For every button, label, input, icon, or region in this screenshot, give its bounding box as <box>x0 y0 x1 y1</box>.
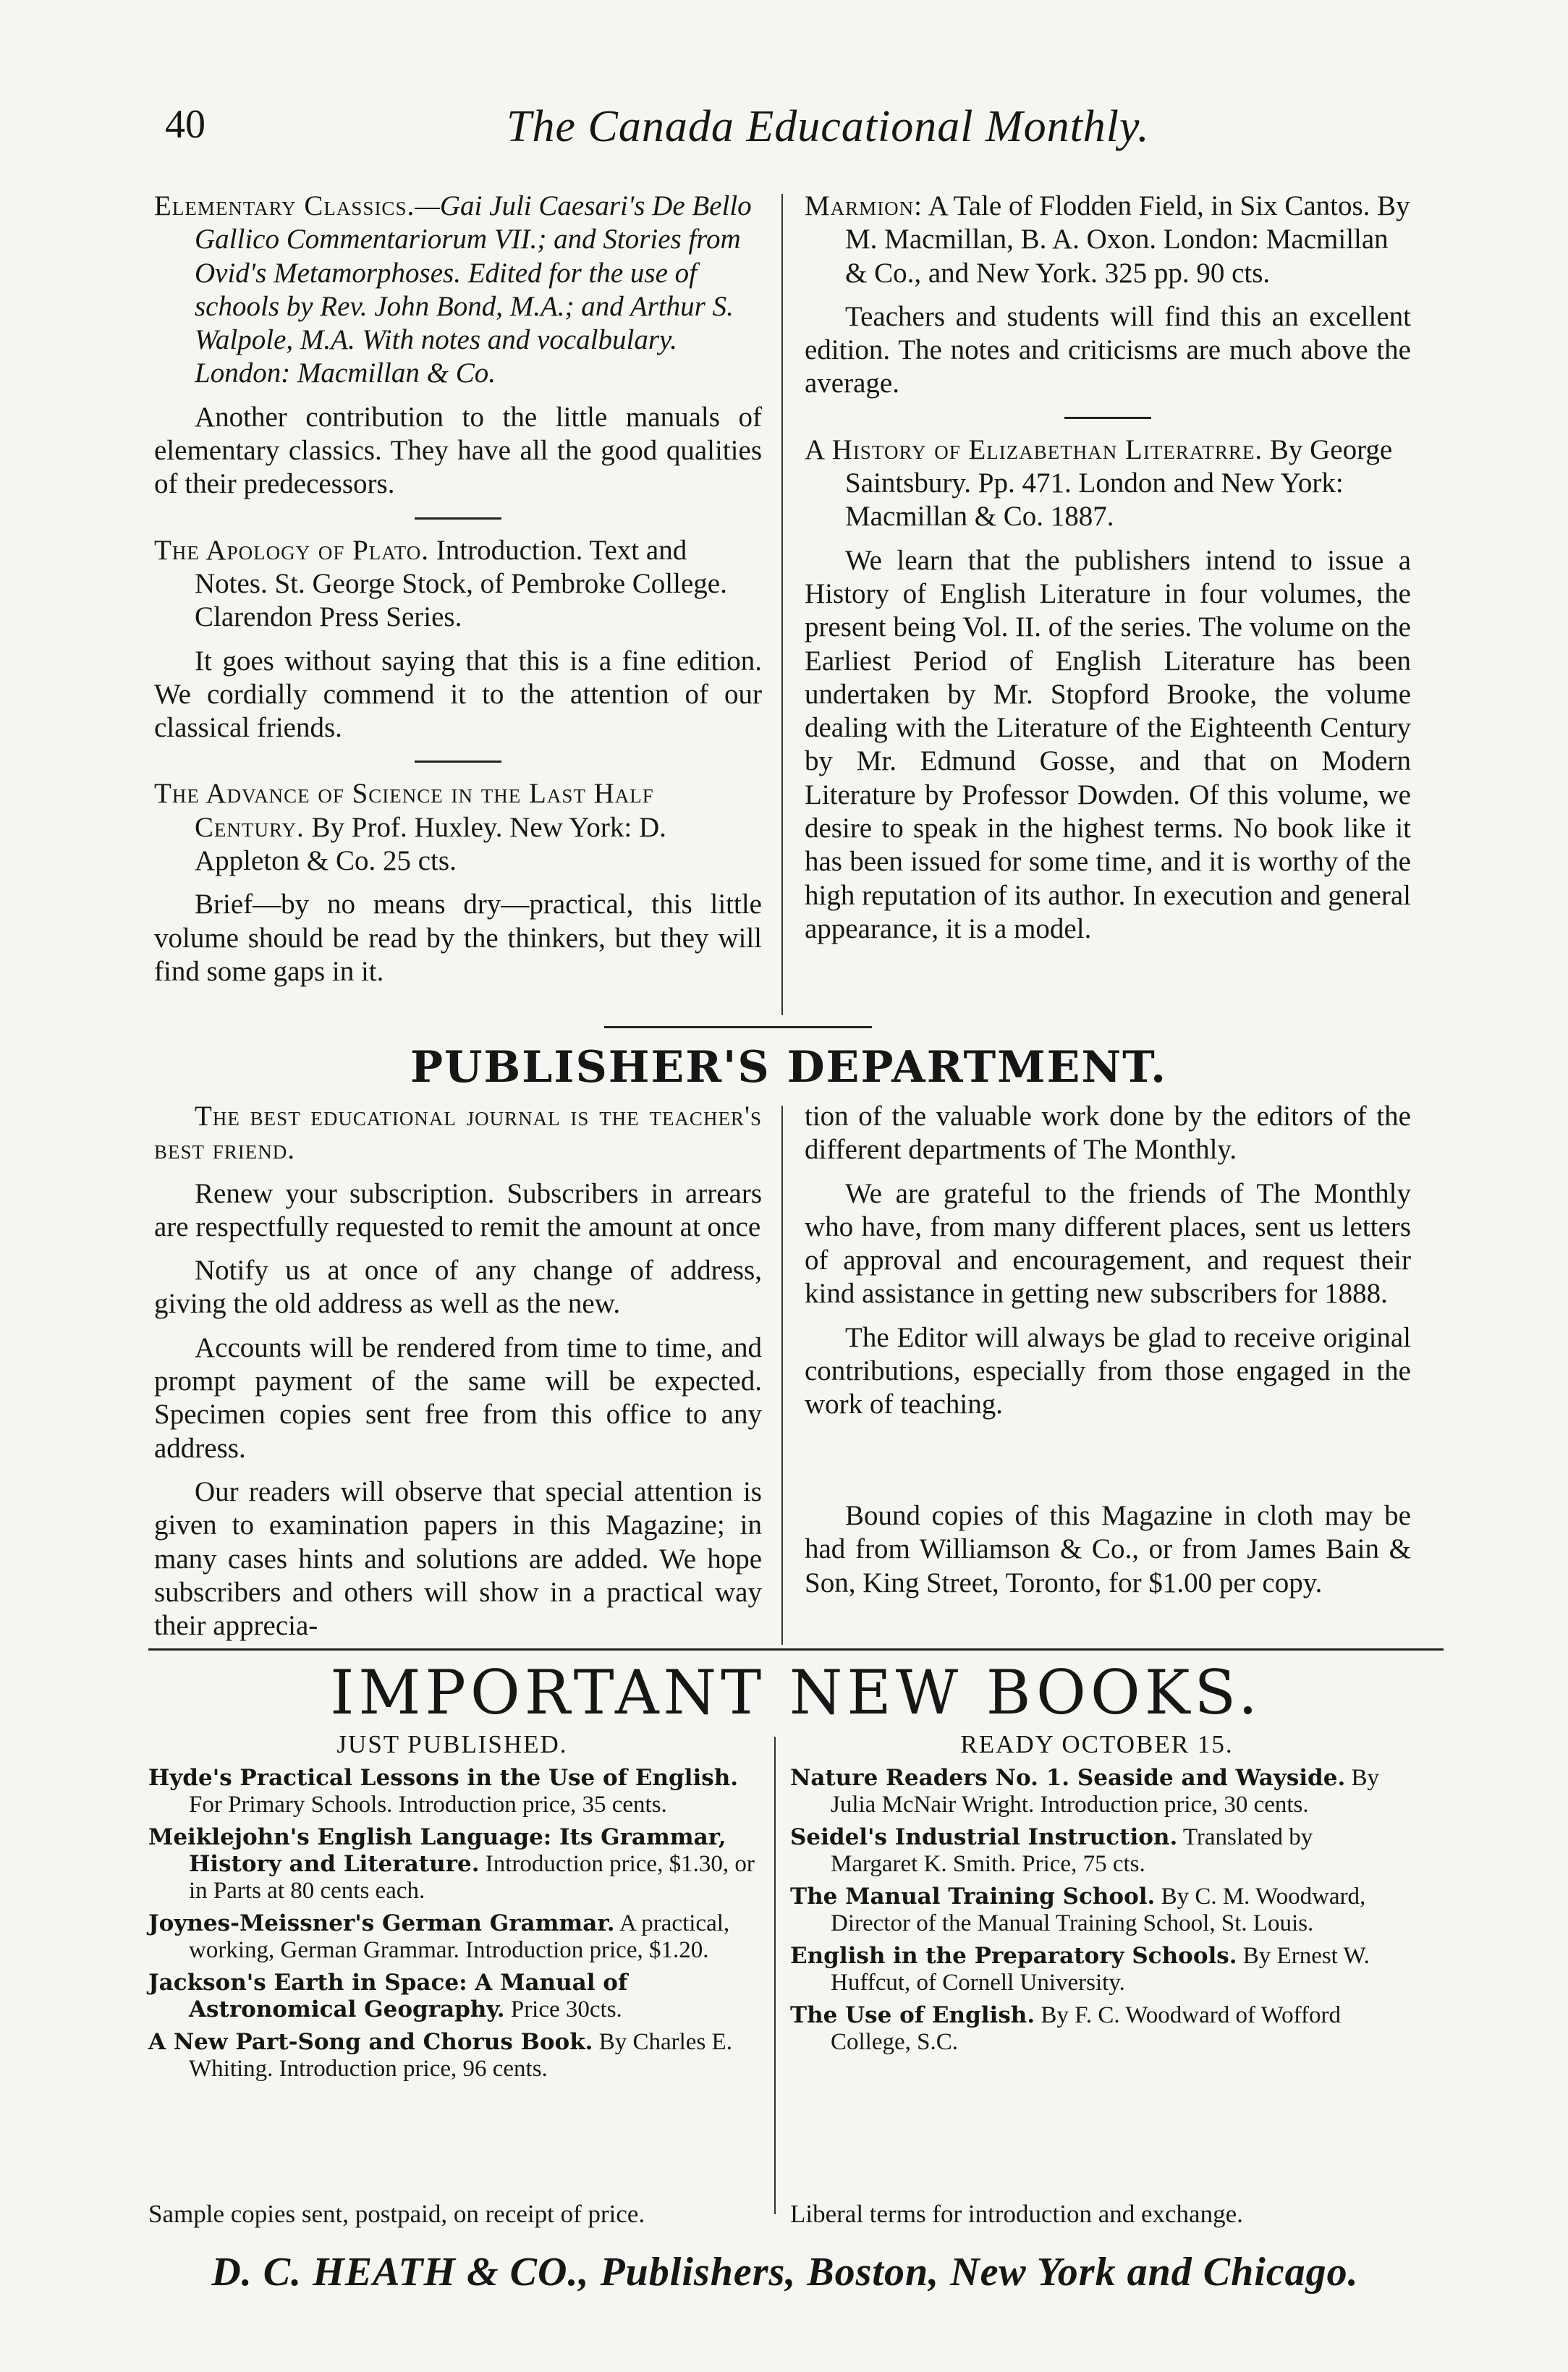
review-heading: The Advance of Science in the Last Half Century. By Prof. Huxley. New York: D. Appleton & Co. 25 cts. <box>154 778 666 877</box>
book-listing: Joynes-Meissner's German Grammar. A practical, working, German Grammar. Introduction price, $1.20. <box>148 1910 730 1963</box>
advert-right-column <box>790 1731 1404 2062</box>
running-title: The Canada Educational Monthly. <box>507 102 1150 151</box>
review-heading: The Apology of Plato. Introduction. Text and Notes. St. George Stock, of Pembroke College. Clarendon Press Series. <box>154 534 727 633</box>
publisher-notice-lead: The best educational journal is the teacher's best friend. <box>154 1101 762 1166</box>
book-listing: A New Part-Song and Chorus Book. By Charles E. Whiting. Introduction price, 96 cents. <box>148 2029 732 2082</box>
advert-rule <box>148 1648 1444 1651</box>
just-published-label: JUST PUBLISHED. <box>336 1730 568 1758</box>
book-listing: Meiklejohn's English Language: Its Grammar, History and Literature. Introduction price, $1.30, or in Parts at 80 cents each. <box>148 1824 755 1904</box>
reviews-left-column <box>154 190 762 999</box>
review-body: Brief—by no means dry—practical, this little volume should be read by the thinkers, but they will find some gaps in it. <box>154 889 762 987</box>
review-body: We learn that the publishers intend to issue a History of English Literature in four volumes, the present being Vol. II. of the series. The volume on the Earliest Period of English Literature has been undertaken by Mr. Stopford Brooke, the volume dealing with the Literature of the Eighteenth Century by Mr. Edmund Gosse, and that on Modern Literature by Professor Dowden. Of this volume, we desire to speak in the highest terms. No book like it has been issued for some time, and it is worthy of the high reputation of its author. In execution and general appearance, it is a model. <box>805 544 1411 944</box>
book-listing: The Manual Training School. By C. M. Woodward, Director of the Manual Training School, St. Louis. <box>790 1884 1366 1936</box>
publisher-department-heading: PUBLISHER'S DEPARTMENT. <box>410 1042 1167 1093</box>
liberal-terms-note: Liberal terms for introduction and exchange. <box>790 2200 1243 2228</box>
publisher-notice: Renew your subscription. Subscribers in arrears are respectfully requested to remit the amount at once <box>154 1177 762 1242</box>
column-rule <box>774 1737 776 2214</box>
review-heading: A History of Elizabethan Literatrre. By George Saintsbury. Pp. 471. London and New York: Macmillan & Co. 1887. <box>805 433 1393 533</box>
publisher-notice: Accounts will be rendered from time to time, and prompt payment of the same will be expected. Specimen copies sent free from this office to any address. <box>154 1331 762 1464</box>
review-body: It goes without saying that this is a fine edition. We cordially commend it to the attention of our classical friends. <box>154 645 762 744</box>
publisher-notice: tion of the valuable work done by the editors of the different departments of The Monthly. <box>805 1101 1411 1166</box>
advert-heading: IMPORTANT NEW BOOKS. <box>330 1657 1262 1728</box>
advert-left-column <box>148 1731 756 2088</box>
book-listing: English in the Preparatory Schools. By Ernest W. Huffcut, of Cornell University. <box>790 1943 1370 1996</box>
publisher-right-column <box>805 1100 1411 1432</box>
book-listing: Jackson's Earth in Space: A Manual of Astronomical Geography. Price 30cts. <box>148 1970 628 2022</box>
book-listing: The Use of English. By F. C. Woodward of Wofford College, S.C. <box>790 2002 1341 2055</box>
book-listing: Seidel's Industrial Instruction. Translated by Margaret K. Smith. Price, 75 cts. <box>790 1824 1313 1877</box>
publisher-notice: Our readers will observe that special attention is given to examination papers in this Magazine; in many cases hints and solutions are added. We hope subscribers and others will show in a practical way their apprecia- <box>154 1475 762 1642</box>
book-listing: Nature Readers No. 1. Seaside and Wayside. By Julia McNair Wright. Introduction price, 30 cents. <box>790 1765 1380 1818</box>
section-separator <box>415 517 501 520</box>
book-listing: Hyde's Practical Lessons in the Use of English. For Primary Schools. Introduction price, 35 cents. <box>148 1765 739 1818</box>
bound-copies-text: Bound copies of this Magazine in cloth may be had from Williamson & Co., or from James Bain & Son, King Street, Toronto, for $1.00 per copy. <box>805 1500 1411 1598</box>
publisher-notice: Notify us at once of any change of address, giving the old address as well as the new. <box>154 1255 762 1320</box>
publisher-left-column <box>154 1100 762 1653</box>
column-rule <box>781 1106 783 1645</box>
publisher-imprint: D. C. HEATH & CO., Publishers, Boston, New York and Chicago. <box>211 2250 1359 2295</box>
section-separator <box>415 761 501 763</box>
sample-copies-note: Sample copies sent, postpaid, on receipt of price. <box>148 2200 645 2228</box>
review-heading: Elementary Classics.—Gai Juli Caesari's De Bello Gallico Commentariorum VII.; and Stories from Ovid's Metamorphoses. Edited for the use of schools by Rev. John Bond, M.A.; and Arthur S. Walpole, M.A. With notes and vocalbulary. London: Macmillan & Co. <box>154 190 752 389</box>
review-body: Another contribution to the little manuals of elementary classics. They have all the good qualities of their predecessors. <box>154 401 762 500</box>
section-separator <box>1064 417 1151 419</box>
reviews-right-column <box>805 190 1411 956</box>
ready-october-label: READY OCTOBER 15. <box>960 1730 1234 1758</box>
section-rule <box>604 1026 872 1028</box>
review-body: Teachers and students will find this an excellent edition. The notes and criticisms are much above the average. <box>805 300 1411 399</box>
bound-copies-notice <box>805 1499 1411 1610</box>
page-number: 40 <box>165 102 205 147</box>
column-rule <box>781 194 783 1015</box>
review-heading: Marmion: A Tale of Flodden Field, in Six Cantos. By M. Macmillan, B. A. Oxon. London: Macmillan & Co., and New York. 325 pp. 90 cts. <box>805 190 1410 289</box>
publisher-notice: The Editor will always be glad to receive original contributions, especially from those engaged in the work of teaching. <box>805 1321 1411 1420</box>
publisher-notice: We are grateful to the friends of The Monthly who have, from many different places, sent us letters of approval and encouragement, and request their kind assistance in getting new subscribers for 1888. <box>805 1177 1411 1310</box>
